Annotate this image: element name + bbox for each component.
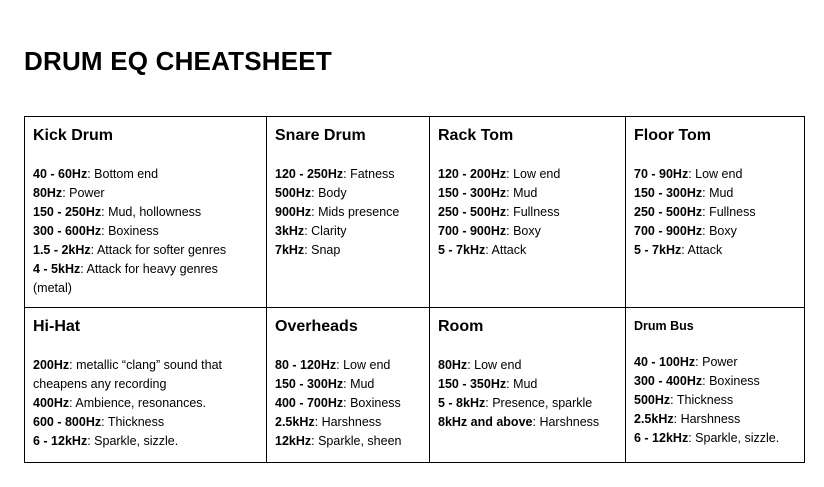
cell-heading: Floor Tom bbox=[634, 127, 712, 144]
list-item: 400 - 700Hz: Boxiness bbox=[275, 396, 401, 410]
list-item: 150 - 300Hz: Mud bbox=[438, 186, 538, 200]
list-item: 400Hz: Ambience, resonances. bbox=[33, 396, 207, 410]
list-item: 150 - 350Hz: Mud bbox=[438, 377, 538, 391]
list-item: 500Hz: Body bbox=[275, 186, 347, 200]
eq-cheatsheet-table bbox=[24, 116, 805, 463]
list-item: 7kHz: Snap bbox=[275, 243, 341, 257]
list-item: 5 - 7kHz: Attack bbox=[634, 243, 723, 257]
list-item: 150 - 250Hz: Mud, hollowness bbox=[33, 205, 202, 219]
list-item: 250 - 500Hz: Fullness bbox=[634, 205, 756, 219]
list-item: 500Hz: Thickness bbox=[634, 393, 734, 407]
cell-heading: Rack Tom bbox=[438, 127, 514, 144]
list-item: 12kHz: Sparkle, sheen bbox=[275, 434, 402, 448]
list-item: 150 - 300Hz: Mud bbox=[275, 377, 375, 391]
cell-overheads bbox=[267, 308, 430, 463]
cell-heading: Overheads bbox=[275, 318, 358, 335]
list-item: 40 - 100Hz: Power bbox=[634, 355, 738, 369]
list-item: 120 - 200Hz: Low end bbox=[438, 167, 561, 181]
list-item: 40 - 60Hz: Bottom end bbox=[33, 167, 159, 181]
list-item: 5 - 7kHz: Attack bbox=[438, 243, 527, 257]
list-item: 6 - 12kHz: Sparkle, sizzle. bbox=[33, 434, 179, 448]
list-item: 4 - 5kHz: Attack for heavy genres (metal) bbox=[33, 262, 218, 295]
list-item: 70 - 90Hz: Low end bbox=[634, 167, 743, 181]
list-item: 2.5kHz: Harshness bbox=[275, 415, 382, 429]
list-item: 1.5 - 2kHz: Attack for softer genres bbox=[33, 243, 227, 257]
list-item: 150 - 300Hz: Mud bbox=[634, 186, 734, 200]
list-item: 2.5kHz: Harshness bbox=[634, 412, 741, 426]
list-item: 8kHz and above: Harshness bbox=[438, 415, 600, 429]
cell-snare-drum bbox=[267, 117, 430, 308]
page-title: DRUM EQ CHEATSHEET bbox=[24, 46, 332, 76]
list-item: 700 - 900Hz: Boxy bbox=[438, 224, 541, 238]
list-item: 120 - 250Hz: Fatness bbox=[275, 167, 395, 181]
list-item: 900Hz: Mids presence bbox=[275, 205, 400, 219]
list-item: 80Hz: Power bbox=[33, 186, 105, 200]
list-item: 80 - 120Hz: Low end bbox=[275, 358, 391, 372]
list-item: 600 - 800Hz: Thickness bbox=[33, 415, 165, 429]
list-item: 6 - 12kHz: Sparkle, sizzle. bbox=[634, 431, 780, 445]
cell-heading: Hi-Hat bbox=[33, 318, 81, 335]
cell-heading: Snare Drum bbox=[275, 127, 366, 144]
list-item: 200Hz: metallic “clang” sound that cheapens any recording bbox=[33, 358, 222, 391]
cell-room bbox=[430, 308, 626, 463]
list-item: 5 - 8kHz: Presence, sparkle bbox=[438, 396, 593, 410]
table-row bbox=[25, 117, 805, 308]
list-item: 80Hz: Low end bbox=[438, 358, 522, 372]
list-item: 300 - 400Hz: Boxiness bbox=[634, 374, 760, 388]
cell-rack-tom bbox=[430, 117, 626, 308]
cell-heading: Drum Bus bbox=[634, 319, 694, 333]
cell-floor-tom bbox=[626, 117, 805, 308]
cell-hi-hat bbox=[25, 308, 267, 463]
cell-heading: Room bbox=[438, 318, 484, 335]
cell-heading: Kick Drum bbox=[33, 127, 114, 144]
list-item: 3kHz: Clarity bbox=[275, 224, 347, 238]
list-item: 300 - 600Hz: Boxiness bbox=[33, 224, 159, 238]
cell-kick-drum bbox=[25, 117, 267, 308]
table-row bbox=[25, 308, 805, 463]
cell-drum-bus bbox=[626, 308, 805, 463]
list-item: 250 - 500Hz: Fullness bbox=[438, 205, 560, 219]
list-item: 700 - 900Hz: Boxy bbox=[634, 224, 737, 238]
